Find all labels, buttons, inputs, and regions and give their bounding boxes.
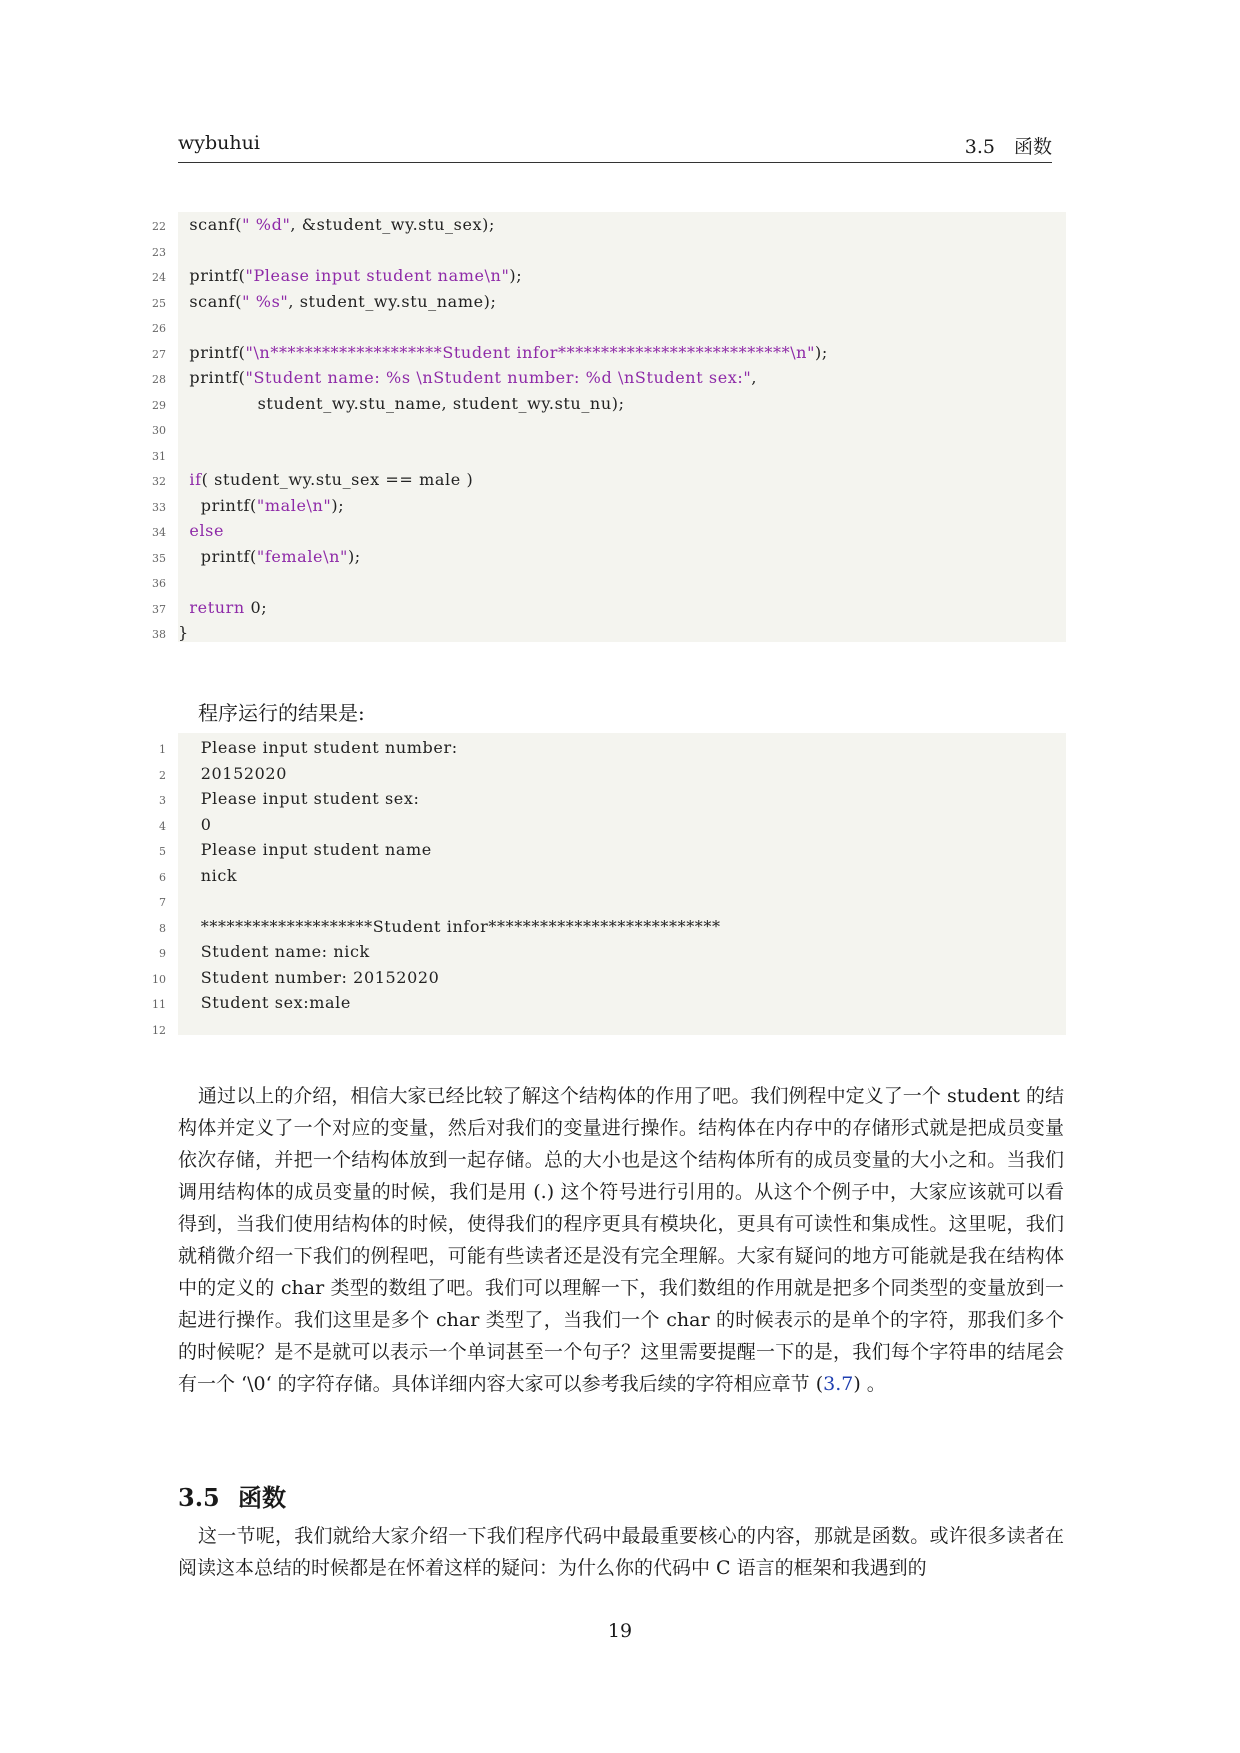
line-number: 28 [152, 373, 166, 386]
line-number: 12 [152, 1023, 166, 1037]
line-number: 11 [152, 998, 166, 1011]
paragraph-text: 这一节呢，我们就给大家介绍一下我们程序代码中最最重要核心的内容，那就是函数。或许很多读者在阅读这本总结的时候都是在怀着这样的疑问：为什么你的代码中 C 语言的框架和我遇到的 [178, 1525, 1064, 1579]
header-author: wybuhui [178, 132, 260, 154]
line-number: 22 [152, 220, 166, 233]
line-number: 25 [152, 296, 166, 310]
section-number: 3.5 [178, 1483, 220, 1512]
code-line: scanf(" %s", student_wy.stu_name); [178, 291, 497, 311]
code-line: else [189, 521, 225, 540]
line-number: 35 [152, 551, 166, 565]
code-line: if( student_wy.stu_sex == male ) [189, 470, 474, 489]
code-line: return 0; [189, 597, 268, 617]
line-number: 34 [152, 526, 166, 539]
line-number: 37 [152, 602, 166, 616]
line-number: 6 [159, 870, 166, 884]
line-number: 26 [152, 322, 166, 335]
code-line: Please input student name [178, 840, 432, 859]
line-number: 33 [152, 500, 166, 514]
code-line: student_wy.stu_name, student_wy.stu_nu); [178, 393, 625, 413]
header-section: 3.5 函数 [964, 136, 1052, 158]
paragraph-tail: ) 。 [853, 1373, 886, 1395]
body-paragraph-functions [178, 1520, 1064, 1584]
code-line: printf("female\n"); [178, 546, 361, 566]
line-number: 3 [159, 794, 166, 807]
paragraph-text: 通过以上的介绍，相信大家已经比较了解这个结构体的作用了吧。我们例程中定义了一个 student 的结构体并定义了一个对应的变量，然后对我们的变量进行操作。结构体在内存中的存储形式就是把成员变量依次存储，并把一个结构体放到一起存储。总的大小也是这个结构体所有的成员变量的大小之和。当我们调用结构体的成员变量的时候，我们是用 (.) 这个符号进行引用的。从这个个例子中，大家应该就可以看得到，当我们使用结构体的时候，使得我们的程序更具有模块化，更具有可读性和集成性。这里呢，我们就稍微介绍一下我们的例程吧，可能有些读者还是没有完全理解。大家有疑问的地方可能就是我在结构体中的定义的 char 类型的数组了吧。我们可以理解一下，我们数组的作用就是把多个同类型的变量放到一起进行操作。我们这里是多个 char 类型了，当我们一个 char 的时候表示的是单个的字符，那我们多个的时候呢？是不是就可以表示一个单词甚至一个句子？这里需要提醒一下的是，我们每个字符串的结尾会有一个 ‘\0‘ 的字符存储。具体详细内容大家可以参考我后续的字符相应章节 ( [178, 1085, 1064, 1395]
code-line: Student name: nick [178, 942, 370, 961]
section-title-text: 函数 [238, 1483, 286, 1512]
code-listing-output [178, 733, 1066, 1035]
line-number: 36 [152, 577, 166, 590]
line-number: 30 [152, 424, 166, 437]
line-number: 4 [159, 819, 166, 833]
code-line: Please input student number: [178, 738, 458, 757]
code-line: } [178, 623, 189, 642]
code-line: scanf(" %d", &student_wy.stu_sex); [178, 215, 495, 234]
page-number: 19 [607, 1620, 633, 1642]
code-line: printf("male\n"); [178, 495, 345, 515]
code-line: 20152020 [178, 763, 287, 783]
line-number: 7 [159, 896, 166, 909]
line-number: 1 [159, 743, 166, 756]
line-number: 29 [152, 398, 166, 412]
line-number: 32 [152, 475, 166, 488]
line-number: 10 [152, 972, 166, 986]
line-number: 23 [152, 245, 166, 259]
section-heading [178, 1478, 286, 1513]
code-line: ********************Student infor*************************** [178, 916, 721, 936]
line-number: 24 [152, 271, 166, 284]
running-header [178, 132, 1052, 163]
line-number: 2 [159, 768, 166, 782]
line-number: 27 [152, 347, 166, 361]
line-number: 8 [159, 921, 166, 935]
code-line: printf("Please input student name\n"); [178, 266, 523, 285]
code-line: nick [178, 865, 238, 885]
code-line: printf("Student name: %s \nStudent number: %d \nStudent sex:", [178, 368, 758, 387]
line-number: 9 [159, 947, 166, 960]
body-paragraph-structs [178, 1080, 1064, 1400]
code-line: Student number: 20152020 [178, 967, 440, 987]
code-line: Please input student sex: [178, 789, 420, 808]
line-number: 38 [152, 628, 166, 641]
section-reference-link[interactable]: 3.7 [823, 1373, 854, 1395]
code-line: Student sex:male [178, 993, 351, 1012]
line-number: 31 [152, 449, 166, 463]
result-caption: 程序运行的结果是: [198, 701, 365, 725]
code-line: printf("\n********************Student infor***************************\n"); [178, 342, 828, 362]
line-number: 5 [159, 845, 166, 858]
code-line: 0 [178, 814, 212, 834]
